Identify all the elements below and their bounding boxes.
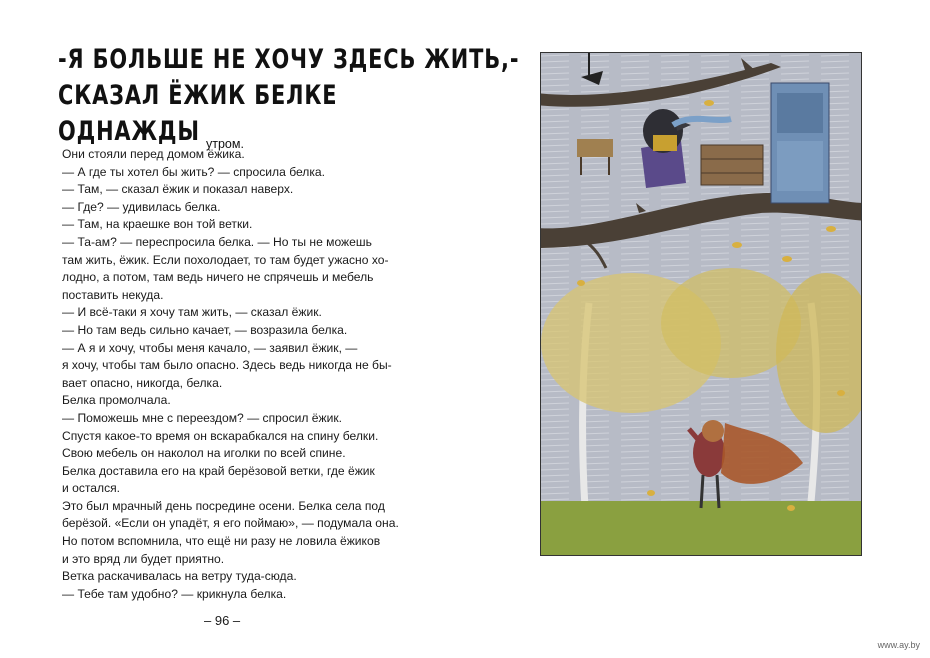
text-line: лодно, а потом, там ведь ничего не спрячешь и мебель — [62, 270, 374, 285]
text-line: Это был мрачный день посредине осени. Белка села под — [62, 498, 385, 513]
heading-line-1: -Я БОЛЬШЕ НЕ ХОЧУ ЗДЕСЬ ЖИТЬ,- — [58, 44, 520, 75]
text-line: Белка промолчала. — [62, 393, 171, 408]
text-line: — Там, на краешке вон той ветки. — [62, 217, 253, 232]
story-text — [62, 146, 399, 603]
page-number: – 96 – — [204, 613, 241, 628]
text-line: — Та-ам? — переспросила белка. — Но ты не можешь — [62, 234, 372, 249]
text-line: — А где ты хотел бы жить? — спросила белка. — [62, 164, 326, 179]
text-line: Спустя какое-то время он вскарабкался на спину белки. — [62, 428, 379, 443]
text-line: Они стояли перед домом ёжика. — [62, 147, 245, 161]
illustration — [540, 52, 862, 556]
text-line: — И всё-таки я хочу там жить, — сказал ёжик. — [62, 305, 322, 320]
text-line: — Там, — сказал ёжик и показал наверх. — [62, 182, 294, 197]
text-line: там жить, ёжик. Если похолодает, то там будет ужасно хо- — [62, 252, 389, 267]
text-line: Свою мебель он наколол на иголки по всей спине. — [62, 446, 346, 461]
text-line: берёзой. «Если он упадёт, я его поймаю», — подумала она. — [62, 516, 399, 531]
text-line: — Но там ведь сильно качает, — возразила белка. — [62, 322, 348, 337]
text-line: Но потом вспомнила, что ещё ни разу не ловила ёжиков — [62, 534, 381, 549]
desk — [577, 139, 613, 157]
text-line: и остался. — [62, 481, 121, 496]
heading-tail-word: утром. — [206, 137, 244, 151]
text-line: — Поможешь мне с переездом? — спросил ёжик. — [62, 410, 343, 425]
text-line: Ветка раскачивалась на ветру туда-сюда. — [62, 569, 297, 584]
heading-line-2: СКАЗАЛ ЁЖИК БЕЛКЕ — [58, 80, 338, 111]
text-line: я хочу, чтобы там было опасно. Здесь ведь никогда не бы- — [62, 358, 392, 373]
text-line: — А я и хочу, чтобы меня качало, — заявил ёжик, — — [62, 340, 358, 355]
text-line: и это вряд ли будет приятно. — [62, 551, 225, 566]
chapter-heading — [58, 42, 520, 153]
watermark: www.ay.by — [877, 640, 920, 650]
heading-line-3: ОДНАЖДЫ — [58, 116, 200, 147]
illustration-art — [541, 53, 861, 555]
ground — [541, 501, 861, 555]
text-line: поставить некуда. — [62, 287, 164, 302]
text-line: — Где? — удивилась белка. — [62, 199, 221, 214]
dresser — [701, 145, 763, 185]
text-line: вает опасно, никогда, белка. — [62, 375, 223, 390]
text-line: Белка доставила его на край берёзовой ветки, где ёжик — [62, 463, 375, 478]
text-line: — Тебе там удобно? — крикнула белка. — [62, 586, 287, 601]
